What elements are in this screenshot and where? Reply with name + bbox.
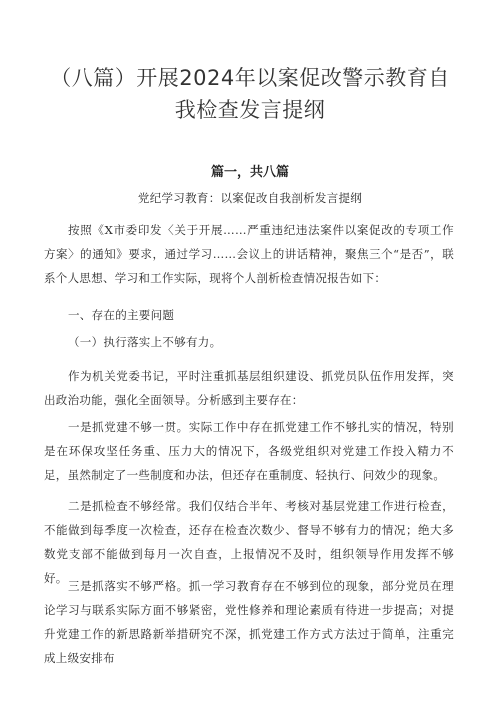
document-subtitle: 党纪学习教育：以案促改自我剖析发言提纲 [137,191,363,205]
heading-main-problems: 一、存在的主要问题 [68,308,175,322]
paragraph-point-two: 二是抓检查不够经常。我们仅结合半年、考核对基层党建工作进行检查，不能做到每季度一次检查，还存在检查次数少、督导不够有力的情况；绝大多数党支部不能做到每月一次自查，上报情况不及时，组织领导作用发挥不够好。 [44,499,454,585]
paragraph-party-secretary: 作为机关党委书记，平时注重抓基层组织建设、抓党员队伍作用发挥，突出政治功能，强化全面领导。分析感到主要存在： [44,369,454,407]
section-heading: 篇一，共八篇 [210,165,289,180]
document-title: （八篇）开展2024年以案促改警示教育自我检查发言提纲 [50,66,450,122]
paragraph-point-one: 一是抓党建不够一贯。实际工作中存在抓党建工作不够扎实的情况，特别是在环保攻坚任务重、压力大的情况下，各级党组织对党建工作投入精力不足，虽然制定了一些制度和办法，但还存在重制度、轻执行、问效少的现象。 [44,420,454,482]
intro-paragraph: 按照《X市委印发〈关于开展……严重违纪违法案件以案促改的专项工作方案〉的通知》要求，通过学习……会议上的讲话精神，聚焦三个“是否”，联系个人思想、学习和工作实际，现将个人剖析检查情况报告如下： [44,223,454,285]
paragraph-point-three: 三是抓落实不够严格。抓一学习教育存在不够到位的现象，部分党员在理论学习与联系实际方面不够紧密，党性修养和理论素质有待进一步提高；对提升党建工作的新思路新举措研究不深，抓党建工作方式方法过于简单，注重完成上级安排布 [44,579,454,665]
heading-execution: （一）执行落实上不够有力。 [68,335,222,349]
